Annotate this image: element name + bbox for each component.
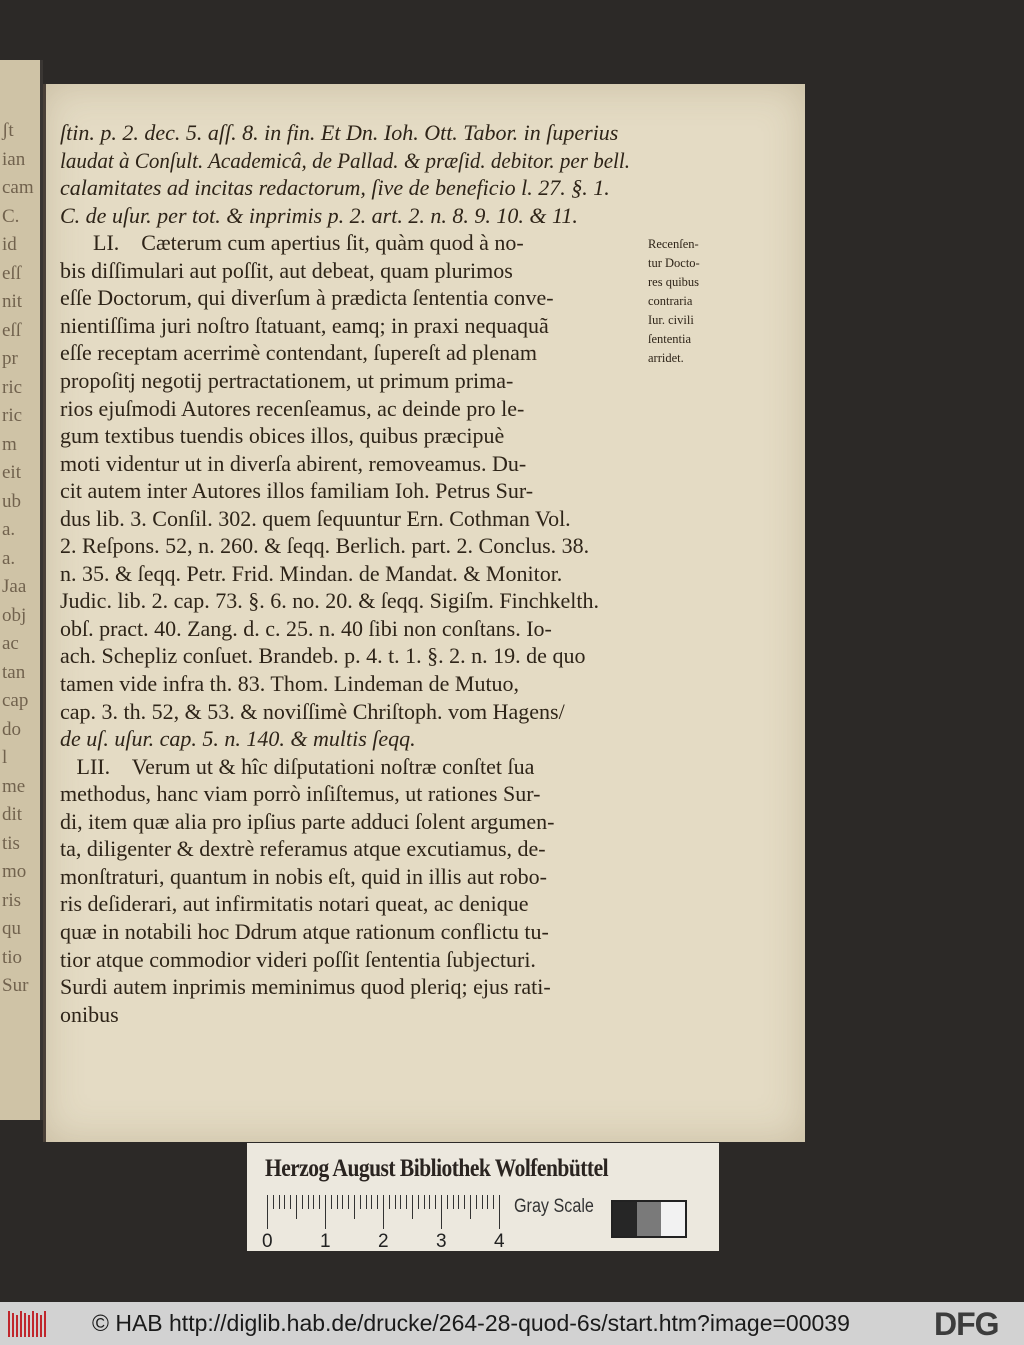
ruler-tick bbox=[453, 1195, 454, 1209]
adjacent-page-fragment: ian bbox=[2, 148, 26, 170]
adjacent-page-fragment: ub bbox=[2, 490, 21, 512]
ruler-tick bbox=[424, 1195, 425, 1209]
gray-scale-label: Gray Scale bbox=[514, 1196, 594, 1217]
margin-note-line: contraria bbox=[648, 294, 693, 308]
ruler-tick bbox=[290, 1195, 291, 1209]
adjacent-page-fragment: me bbox=[2, 775, 26, 797]
ruler-tick bbox=[348, 1195, 349, 1209]
adjacent-page-fragment: tis bbox=[2, 832, 20, 854]
ruler-tick bbox=[418, 1195, 419, 1209]
adjacent-page-fragment: ʃt bbox=[2, 120, 14, 141]
gray-swatch bbox=[661, 1202, 685, 1236]
text-line: eſſe receptam acerrimè contendant, ſupereſt ad plenam bbox=[60, 340, 538, 366]
ruler-tick bbox=[308, 1195, 309, 1209]
ruler-number: 3 bbox=[436, 1231, 447, 1252]
adjacent-page-fragment: id bbox=[2, 234, 17, 255]
ruler-tick bbox=[435, 1195, 436, 1209]
text-line: cit autem inter Autores illos familiam Ioh. Petrus Sur- bbox=[60, 478, 534, 504]
adjacent-page-fragment: ric bbox=[2, 405, 23, 426]
adjacent-page-fragment: do bbox=[2, 718, 21, 740]
text-line: gum textibus tuendis obices illos, quibus præcipuè bbox=[60, 423, 505, 449]
ruler-tick bbox=[354, 1195, 355, 1219]
adjacent-page-fragment: nit bbox=[2, 291, 23, 312]
text-line: calamitates ad incitas redactorum, ſive de beneficio l. 27. §. 1. bbox=[60, 175, 610, 201]
ruler-tick bbox=[499, 1195, 500, 1229]
adjacent-page-fragment: eſſ bbox=[2, 262, 21, 284]
adjacent-page-fragment: ris bbox=[2, 889, 21, 911]
text-line: di, item quæ alia pro ipſius parte adduci ſolent argumen- bbox=[60, 808, 555, 834]
ruler-tick bbox=[470, 1195, 471, 1219]
text-line: 2. Reſpons. 52, n. 260. & ſeqq. Berlich. part. 2. Conclus. 38. bbox=[60, 533, 590, 559]
ruler-tick bbox=[412, 1195, 413, 1219]
text-line: tior atque commodior videri poſſit ſententia ſubjecturi. bbox=[60, 946, 536, 972]
adjacent-page-fragment: Jaa bbox=[2, 576, 27, 597]
adjacent-page-fragment: eit bbox=[2, 462, 21, 483]
ruler-tick bbox=[342, 1195, 343, 1209]
ruler-tick bbox=[325, 1195, 326, 1229]
text-line: methodus, hanc viam porrò inſiſtemus, ut rationes Sur- bbox=[60, 781, 541, 807]
adjacent-page-fragment: cam bbox=[2, 177, 34, 198]
ruler-tick bbox=[429, 1195, 430, 1209]
adjacent-page-fragment: pr bbox=[2, 348, 18, 369]
gray-scale-swatches bbox=[611, 1200, 687, 1238]
text-line: dus lib. 3. Conſil. 302. quem ſequuntur Ern. Cothman Vol. bbox=[60, 505, 571, 531]
adjacent-page-fragment: Sur bbox=[2, 975, 29, 996]
adjacent-page-fragment: ric bbox=[2, 376, 23, 398]
margin-note-line: Iur. civili bbox=[648, 313, 694, 327]
adjacent-page-fragment: obj bbox=[2, 604, 27, 626]
ruler-tick bbox=[284, 1195, 285, 1209]
color-reference-card bbox=[247, 1143, 719, 1251]
adjacent-page-edge bbox=[0, 60, 43, 1120]
margin-note-line: ſententia bbox=[648, 332, 692, 346]
ruler-tick bbox=[383, 1195, 384, 1229]
text-line: de uſ. uſur. cap. 5. n. 140. & multis ſeqq. bbox=[60, 726, 416, 752]
permalink-url[interactable]: © HAB http://diglib.hab.de/drucke/264-28-quod-6s/start.htm?image=00039 bbox=[92, 1310, 850, 1336]
ruler-tick bbox=[482, 1195, 483, 1209]
ruler-tick bbox=[366, 1195, 367, 1209]
text-line: eſſe Doctorum, qui diverſum à prædicta ſententia conve- bbox=[60, 285, 554, 311]
ruler-tick bbox=[296, 1195, 297, 1219]
text-line: Surdi autem inprimis meminimus quod pleriq; ejus rati- bbox=[60, 974, 551, 1000]
ruler-tick bbox=[441, 1195, 442, 1229]
gray-swatch bbox=[613, 1202, 637, 1236]
margin-note-line: Recenſen- bbox=[648, 237, 699, 251]
ruler-tick bbox=[337, 1195, 338, 1209]
text-line: ris deſiderari, aut infirmitatis notari queat, ac denique bbox=[60, 891, 529, 917]
ruler-tick bbox=[458, 1195, 459, 1209]
text-line: propoſitj negotij pertractationem, ut primum prima- bbox=[60, 367, 514, 393]
ruler-number: 4 bbox=[494, 1231, 505, 1252]
document-page bbox=[43, 84, 805, 1142]
library-name: Herzog August Bibliothek Wolfenbüttel bbox=[265, 1155, 609, 1182]
ruler-tick bbox=[487, 1195, 488, 1209]
adjacent-page-fragment: a. bbox=[2, 547, 16, 569]
margin-note-line: arridet. bbox=[648, 351, 684, 365]
ruler-tick bbox=[400, 1195, 401, 1209]
adjacent-page-fragment: m bbox=[2, 433, 17, 455]
text-line: Judic. lib. 2. cap. 73. §. 6. no. 20. & ſeqq. Sigiſm. Finchkelth. bbox=[60, 588, 599, 614]
ruler-tick bbox=[319, 1195, 320, 1209]
text-line: laudat à Conſult. Academicâ, de Pallad. & præſid. debitor. per bell. bbox=[60, 147, 630, 173]
adjacent-page-fragment: ac bbox=[2, 633, 19, 654]
footer-bar bbox=[0, 1302, 1024, 1345]
adjacent-page-fragment: tio bbox=[2, 946, 23, 968]
text-line: cap. 3. th. 52, & 53. & noviſſimè Chriſtoph. vom Hagens/ bbox=[60, 698, 565, 724]
text-line: C. de uſur. per tot. & inprimis p. 2. art. 2. n. 8. 9. 10. & 11. bbox=[60, 202, 578, 228]
text-line: ach. Schepliz conſuet. Brandeb. p. 4. t. 1. §. 2. n. 19. de quo bbox=[60, 643, 586, 669]
text-line: obſ. pract. 40. Zang. d. c. 25. n. 40 ſibi non conſtans. Io- bbox=[60, 615, 552, 641]
text-line: nientiſſima juri noſtro ſtatuant, eamq; in praxi nequaquã bbox=[60, 312, 549, 338]
ruler-number: 0 bbox=[262, 1231, 273, 1252]
text-line: ta, diligenter & dextrè referamus atque excutiamus, de- bbox=[60, 836, 546, 862]
text-line: LII. Verum ut & hîc diſputationi noſtræ conſtet ſua bbox=[60, 753, 535, 779]
scale-ruler bbox=[262, 1195, 505, 1252]
text-line: bis diſſimulari aut poſſit, aut debeat, quam plurimos bbox=[60, 257, 513, 283]
text-line: tamen vide infra th. 83. Thom. Lindeman de Mutuo, bbox=[60, 671, 520, 696]
ruler-tick bbox=[464, 1195, 465, 1209]
ruler-number: 1 bbox=[320, 1231, 331, 1252]
adjacent-page-fragment: mo bbox=[2, 861, 27, 882]
text-line: n. 35. & ſeqq. Petr. Frid. Mindan. de Mandat. & Monitor. bbox=[60, 560, 563, 586]
adjacent-page-fragment: tan bbox=[2, 661, 26, 683]
gray-swatch bbox=[637, 1202, 661, 1236]
hab-logo-icon bbox=[8, 1311, 46, 1337]
ruler-tick bbox=[447, 1195, 448, 1209]
margin-note-line: res quibus bbox=[648, 275, 700, 289]
text-line: quæ in notabili hoc Ddrum atque rationum conflictu tu- bbox=[60, 918, 549, 944]
ruler-tick bbox=[377, 1195, 378, 1209]
ruler-tick bbox=[279, 1195, 280, 1209]
ruler-tick bbox=[273, 1195, 274, 1209]
text-line: onibus bbox=[60, 1001, 119, 1027]
text-line: monſtraturi, quantum in nobis eſt, quid in illis aut robo- bbox=[60, 863, 548, 889]
adjacent-page-fragment: qu bbox=[2, 918, 21, 939]
ruler-tick bbox=[331, 1195, 332, 1209]
ruler-tick bbox=[406, 1195, 407, 1209]
text-line: rios ejuſmodi Autores recenſeamus, ac deinde pro le- bbox=[60, 395, 525, 421]
ruler-tick bbox=[476, 1195, 477, 1209]
adjacent-page-fragment: eſſ bbox=[2, 319, 21, 341]
dfg-logo: DFG bbox=[934, 1306, 999, 1342]
adjacent-page-fragment: dit bbox=[2, 804, 23, 825]
ruler-tick bbox=[371, 1195, 372, 1209]
ruler-tick bbox=[389, 1195, 390, 1209]
ruler-tick bbox=[493, 1195, 494, 1209]
ruler-tick bbox=[360, 1195, 361, 1209]
text-line: LI. Cæterum cum apertius ſit, quàm quod à no- bbox=[60, 230, 524, 256]
ruler-tick bbox=[302, 1195, 303, 1209]
adjacent-page-fragment: l bbox=[2, 747, 8, 768]
adjacent-page-fragment: cap bbox=[2, 690, 29, 711]
text-line: ſtin. p. 2. dec. 5. aſſ. 8. in fin. Et Dn. Ioh. Ott. Tabor. in ſuperius bbox=[60, 120, 619, 145]
adjacent-page-fragment: C. bbox=[2, 205, 20, 227]
text-line: moti videntur ut in diverſa abirent, removeamus. Du- bbox=[60, 450, 527, 476]
ruler-number: 2 bbox=[378, 1231, 389, 1252]
ruler-tick bbox=[395, 1195, 396, 1209]
ruler-tick bbox=[313, 1195, 314, 1209]
adjacent-page-fragment: a. bbox=[2, 519, 16, 540]
ruler-tick bbox=[267, 1195, 268, 1229]
margin-note-line: tur Docto- bbox=[648, 256, 700, 270]
